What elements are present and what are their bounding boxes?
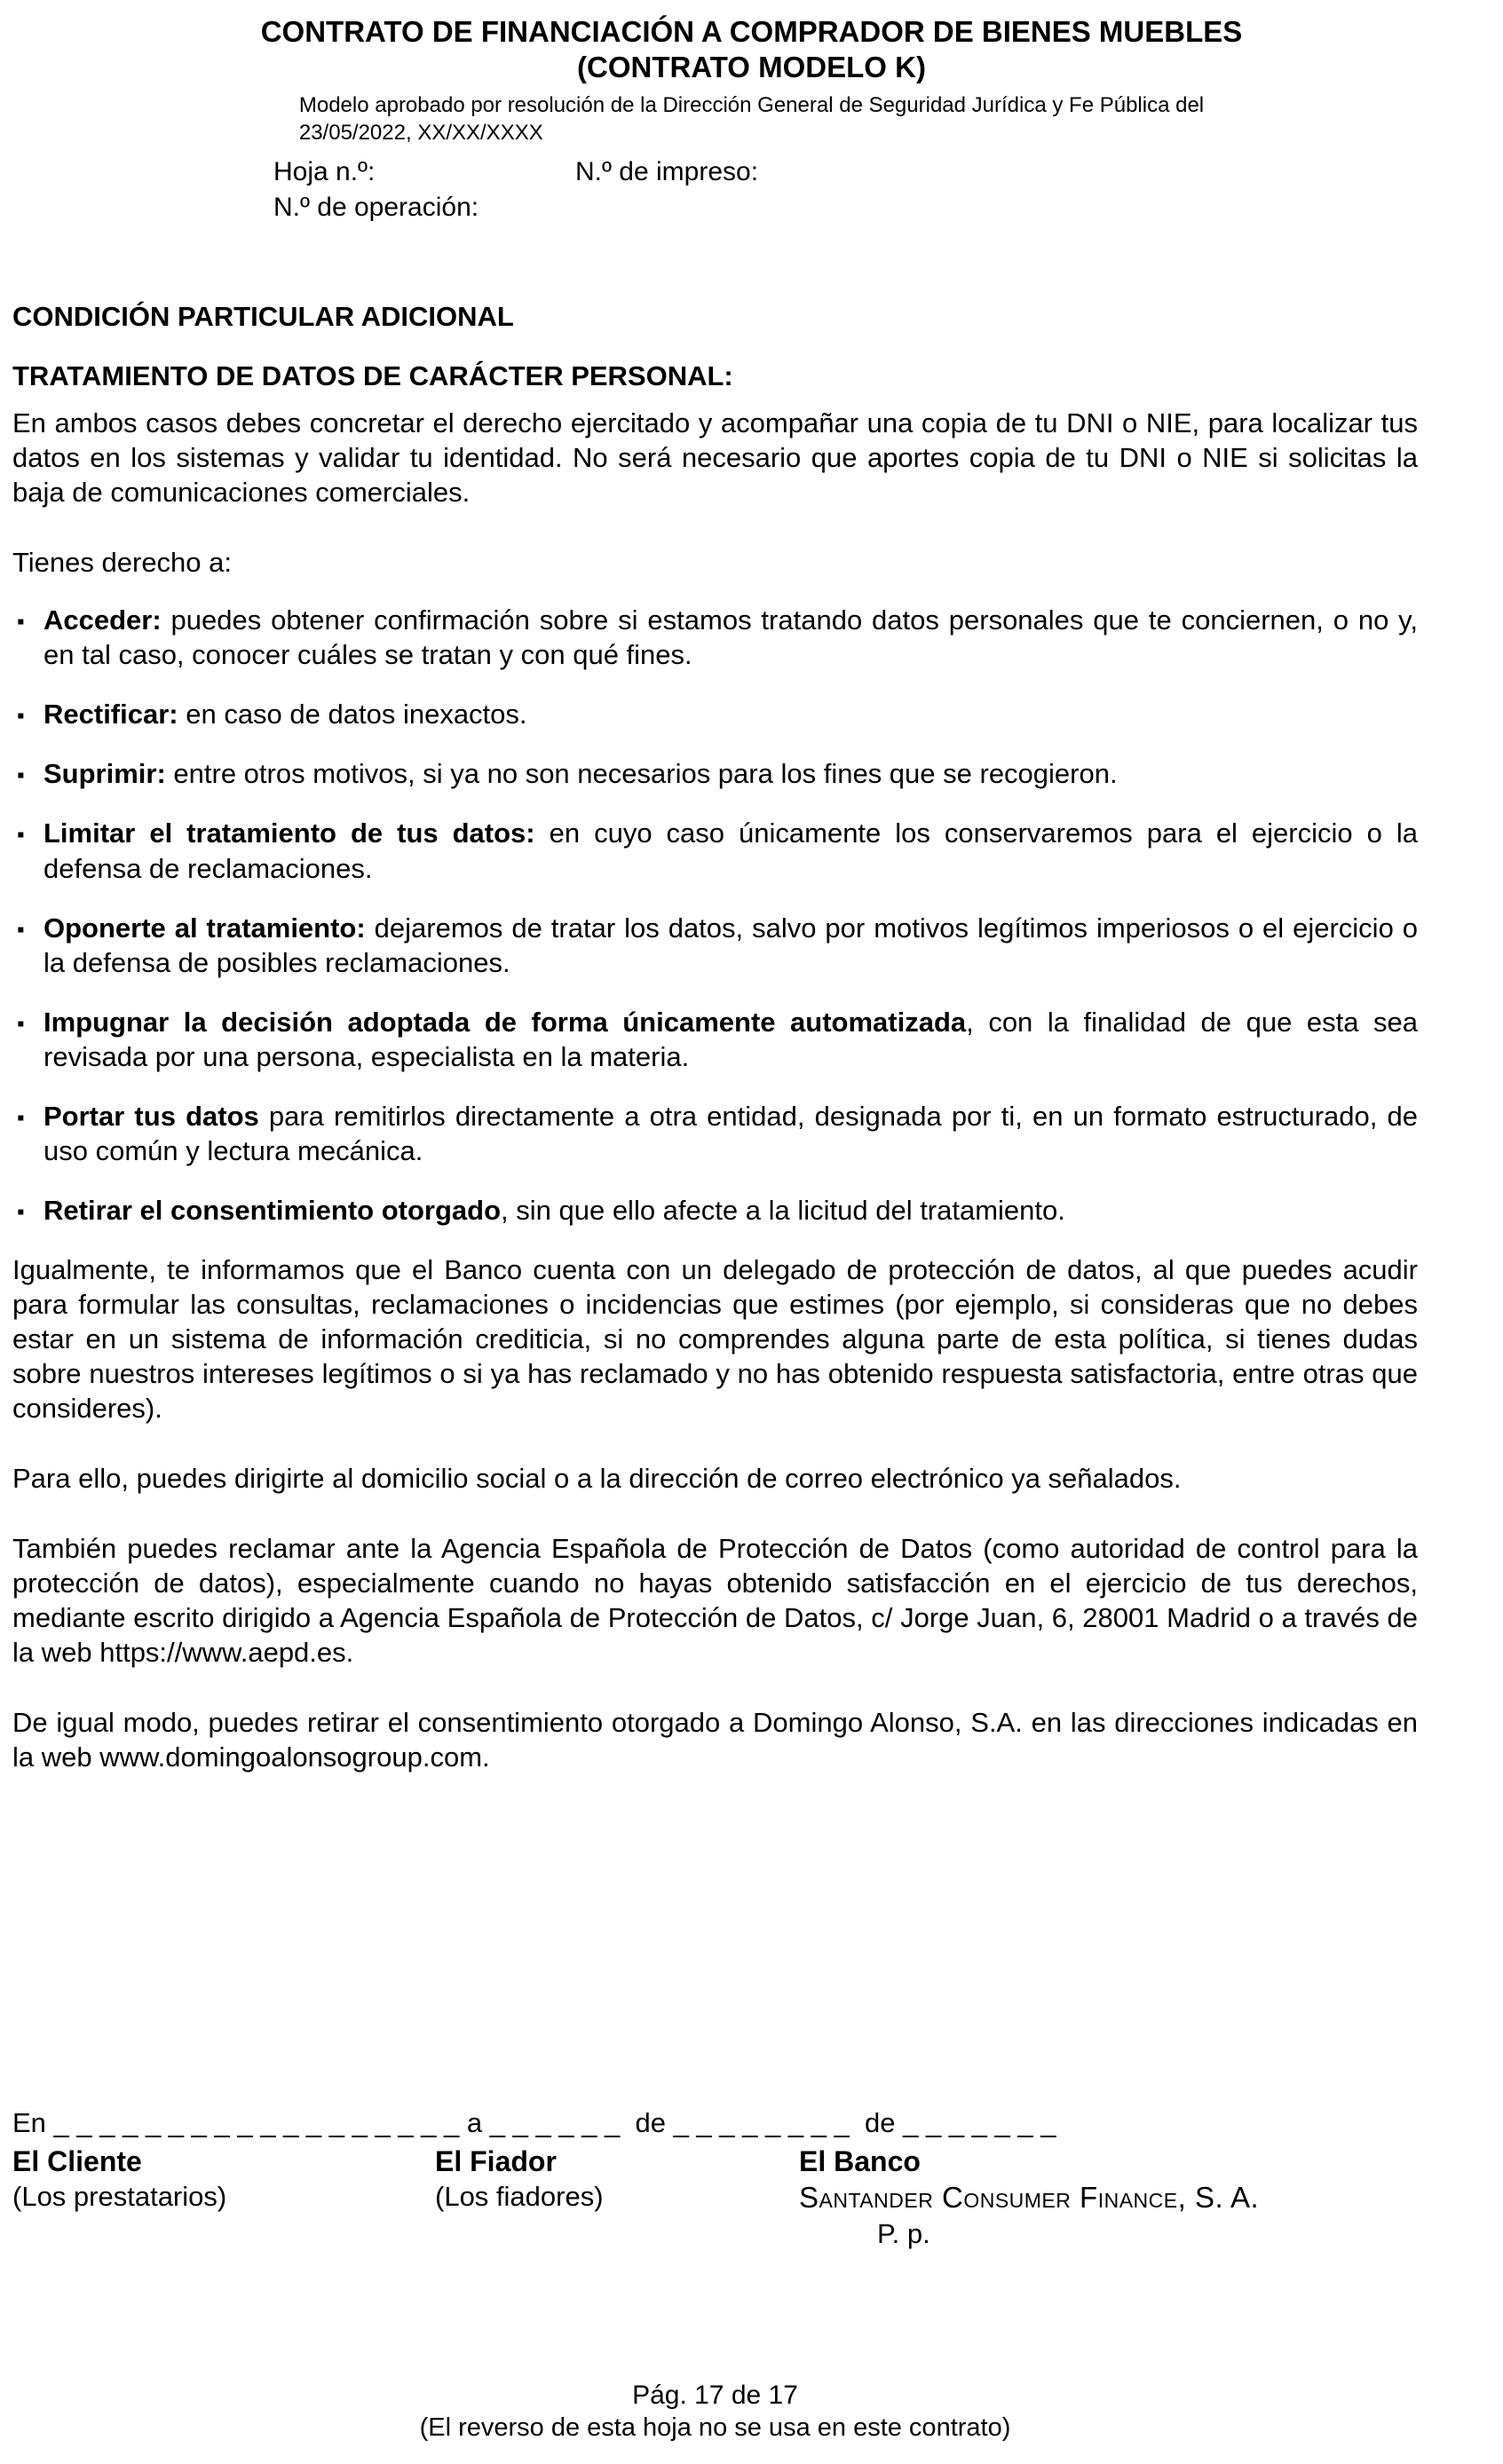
approval-line-2: 23/05/2022, XX/XX/XXXX [298,121,543,146]
document-header [0,0,1503,225]
bank-title: El Banco [799,2145,921,2178]
right-description: entre otros motivos, si ya no son necesarios para los fines que se recogieron. [165,758,1118,790]
bank-pp-label: P. p. [877,2217,930,2249]
guarantor-title: El Fiador [435,2145,557,2178]
section-heading: CONDICIÓN PARTICULAR ADICIONAL [12,301,514,332]
right-term: Acceder: [44,604,162,636]
signer-guarantor [435,2144,799,2214]
print-number-label: N.º de impreso: [575,157,759,187]
right-term: Suprimir: [44,758,166,790]
sheet-print-row [273,154,1503,190]
rights-item-impugnar [12,1005,1418,1074]
rights-item-acceder [12,603,1418,672]
signer-bank [799,2144,1485,2251]
right-term: Rectificar: [44,699,178,731]
document-title: CONTRATO DE FINANCIACIÓN A COMPRADOR DE BIENES MUEBLES [260,15,1243,48]
body-paragraph-contact: Para ello, puedes dirigirte al domicilio social o a la dirección de correo electrónico ya señalados. [12,1463,1182,1495]
body-paragraph-domingo-alonso: De igual modo, puedes retirar el consentimiento otorgado a Domingo Alonso, S.A. en las direcciones indicadas en la web www.domingoalonsogroup.com. [12,1707,1418,1773]
page-number: Pág. 17 de 17 [632,2380,798,2410]
right-description: para remitirlos directamente a otra entidad, designada por ti, en un formato estructurado, de uso común y lectura mecánica. [44,1100,1418,1166]
square-bullet-icon: ▪ [17,704,25,729]
document-body [0,299,1503,1774]
guarantor-subtitle: (Los fiadores) [435,2181,604,2213]
rights-item-rectificar [12,697,1418,731]
rights-list [12,603,1418,1228]
square-bullet-icon: ▪ [17,917,25,942]
right-description: , con la finalidad de que esta sea revisada por una persona, especialista en la materia. [44,1006,1418,1072]
square-bullet-icon: ▪ [17,1105,25,1130]
right-description: en cuyo caso únicamente los conservaremos para el ejercicio o la defensa de reclamaciones. [44,817,1418,884]
right-term: Portar tus datos [44,1100,259,1132]
right-term: Limitar el tratamiento de tus datos: [44,817,535,849]
signature-columns [12,2144,1485,2251]
right-term: Impugnar la decisión adoptada de forma únicamente automatizada [44,1006,967,1038]
square-bullet-icon: ▪ [17,823,25,848]
rights-item-oponerte [12,911,1418,980]
document-model-subtitle: (CONTRATO MODELO K) [577,51,926,84]
bank-name: Santander Consumer Finance, S. A. [799,2181,1260,2215]
right-description: dejaremos de tratar los datos, salvo por motivos legítimos imperiosos o el ejercicio o la defensa de posibles reclamaciones. [44,912,1419,978]
page-footer [12,2379,1418,2444]
square-bullet-icon: ▪ [17,1011,25,1036]
approval-note [0,91,1503,148]
place-date-line: En _ _ _ _ _ _ _ _ _ _ _ _ _ _ _ _ _ _ a _ _ _ _ _ _ de _ _ _ _ _ _ _ _ de _ _ _ _ _ _ _ [12,2107,1056,2138]
rights-item-portar [12,1099,1418,1168]
form-reference-fields [273,154,1503,225]
body-paragraph-aepd: También puedes reclamar ante la Agencia Española de Protección de Datos (como autoridad de control para la protección de datos), especialmente cuando no hayas obtenido satisfacción en el ejercicio de tus derechos, mediante escrito dirigido a Agencia Española de Protección de Datos, c/ Jorge Juan, 6, 28001 Madrid o a través de la web https://www.aepd.es. [12,1533,1418,1669]
rights-intro: Tienes derecho a: [12,547,233,579]
client-title: El Cliente [12,2145,142,2178]
approval-line-1: Modelo aprobado por resolución de la Dirección General de Seguridad Jurídica y Fe Pública del [298,92,1205,117]
right-term: Retirar el consentimiento otorgado [44,1194,502,1226]
right-description: puedes obtener confirmación sobre si estamos tratando datos personales que te conciernen, o no y, en tal caso, conocer cuáles se tratan y con qué fines. [44,604,1418,671]
rights-item-retirar [12,1193,1418,1228]
right-term: Oponerte al tratamiento: [44,912,366,944]
body-paragraph-dpo: Igualmente, te informamos que el Banco cuenta con un delegado de protección de datos, al que puedes acudir para formular las consultas, reclamaciones o incidencias que estimes (por ejemplo, si consideras que no debes estar en un sistema de información crediticia, si no comprendes alguna parte de esta política, si tienes dudas sobre nuestros intereses legítimos o si ya has reclamado y no has obtenido respuesta satisfactoria, entre otras que consideres). [12,1253,1418,1425]
square-bullet-icon: ▪ [17,1199,25,1224]
footer-note: (El reverso de esta hoja no se usa en este contrato) [419,2413,1011,2443]
rights-item-limitar [12,816,1418,885]
signer-client [12,2144,435,2214]
sheet-number-label: Hoja n.º: [273,157,376,187]
square-bullet-icon: ▪ [17,610,25,635]
right-description: , sin que ello afecte a la licitud del tratamiento. [501,1194,1065,1226]
intro-paragraph: En ambos casos debes concretar el derecho ejercitado y acompañar una copia de tu DNI o NIE, para localizar tus datos en los sistemas y validar tu identidad. No será necesario que aportes copia de tu DNI o NIE si solicitas la baja de comunicaciones comerciales. [12,407,1418,509]
signature-section [12,2105,1485,2251]
right-description: en caso de datos inexactos. [178,699,527,731]
operation-number-label: N.º de operación: [273,193,479,223]
square-bullet-icon: ▪ [17,763,25,788]
section-subheading: TRATAMIENTO DE DATOS DE CARÁCTER PERSONAL: [12,360,733,392]
rights-item-suprimir [12,756,1418,791]
client-subtitle: (Los prestatarios) [12,2181,227,2213]
